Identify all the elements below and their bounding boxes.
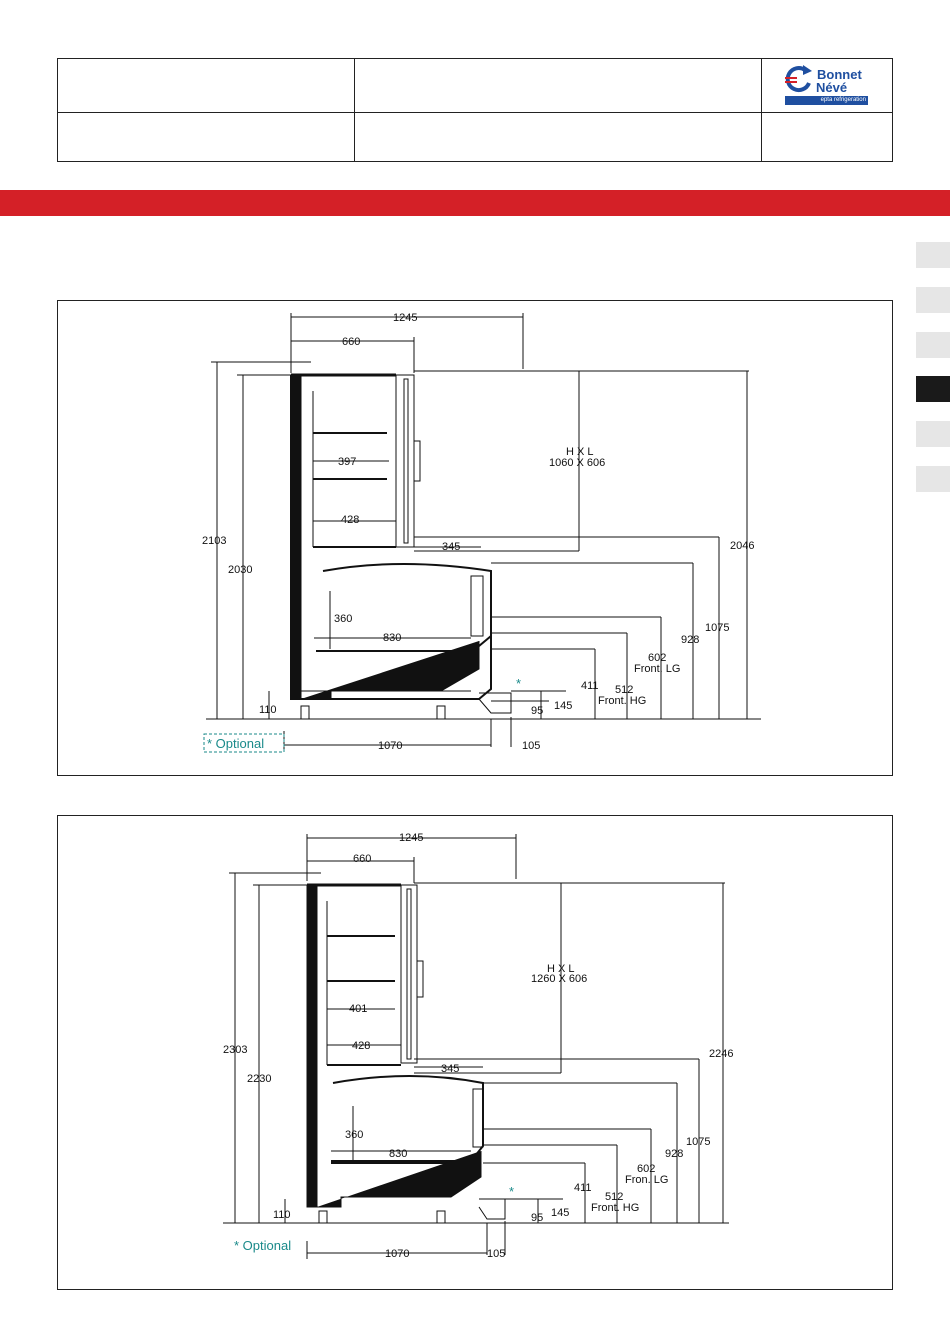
dim-512: 512	[605, 1191, 624, 1203]
optional-label: * Optional	[234, 1238, 292, 1253]
dim-602: 602	[637, 1163, 656, 1175]
bonnet-neve-logo	[783, 65, 871, 107]
dim-105: 105	[522, 740, 541, 752]
dim-width-top: 660	[353, 853, 372, 865]
optional-marker: *	[509, 1184, 515, 1199]
dim-front-lg: Fron. LG	[625, 1174, 669, 1186]
dim-602: 602	[648, 652, 667, 664]
dim-360: 360	[334, 613, 353, 625]
dim-95: 95	[531, 705, 544, 717]
dim-145: 145	[554, 700, 573, 712]
side-tab[interactable]	[916, 332, 950, 358]
dim-width-top: 660	[342, 336, 361, 348]
dim-928: 928	[665, 1148, 684, 1160]
dim-front-lg: Front. LG	[634, 663, 681, 675]
dim-width-total: 1245	[399, 832, 424, 844]
dim-110: 110	[259, 704, 277, 716]
dim-height-body: 2230	[247, 1073, 272, 1085]
dim-105: 105	[487, 1248, 506, 1260]
dim-360: 360	[345, 1129, 364, 1141]
side-tab[interactable]	[916, 242, 950, 268]
header-col-divider	[761, 59, 762, 161]
cabinet-section-drawing-2	[58, 816, 892, 1289]
header-col-divider	[354, 59, 355, 161]
dim-hxl-value: 1060 X 606	[549, 457, 606, 469]
side-tab[interactable]	[916, 421, 950, 447]
dim-145: 145	[551, 1207, 570, 1219]
dim-width-total: 1245	[393, 312, 418, 324]
dim-512: 512	[615, 684, 634, 696]
side-tab-active[interactable]	[916, 376, 950, 402]
side-tab[interactable]	[916, 466, 950, 492]
dim-shelf-a: 397	[338, 456, 357, 468]
diagram-panel-1	[57, 300, 893, 776]
dim-step: 345	[442, 541, 461, 553]
header-table	[57, 58, 893, 162]
dim-shelf-a: 401	[349, 1003, 368, 1015]
dim-1075: 1075	[686, 1136, 711, 1148]
dim-95: 95	[531, 1212, 544, 1224]
dim-hxl-label: H X L	[547, 963, 575, 975]
cabinet-section-drawing-1	[58, 301, 892, 775]
dim-height-right: 2046	[730, 540, 755, 552]
dim-1070: 1070	[378, 740, 403, 752]
dim-411: 411	[581, 680, 599, 692]
dim-830: 830	[383, 632, 402, 644]
dim-height-right: 2246	[709, 1048, 734, 1060]
dim-hxl-label: H X L	[566, 446, 594, 458]
optional-label: * Optional	[207, 736, 265, 751]
side-tab[interactable]	[916, 287, 950, 313]
dim-height-total: 2303	[223, 1044, 248, 1056]
dim-hxl-value: 1260 X 606	[531, 973, 588, 985]
logo-line2: Névé	[816, 80, 848, 95]
dim-110: 110	[273, 1209, 291, 1221]
logo-swirl-icon	[783, 65, 817, 95]
dim-830: 830	[389, 1148, 408, 1160]
dim-1075: 1075	[705, 622, 730, 634]
logo-tagline: epta refrigeration	[785, 96, 868, 105]
logo-line1: Bonnet	[817, 67, 862, 82]
dim-step: 345	[441, 1063, 460, 1075]
dim-411: 411	[574, 1182, 592, 1194]
dim-front-hg: Front. HG	[598, 695, 647, 707]
dim-shelf-b: 428	[341, 514, 360, 526]
dim-height-total: 2103	[202, 535, 227, 547]
dim-front-hg: Front. HG	[591, 1202, 640, 1214]
dim-shelf-b: 428	[352, 1040, 371, 1052]
diagram-panel-2	[57, 815, 893, 1290]
dim-1070: 1070	[385, 1248, 410, 1260]
dim-928: 928	[681, 634, 700, 646]
dim-height-body: 2030	[228, 564, 253, 576]
optional-marker: *	[516, 676, 522, 691]
header-row-divider	[58, 112, 892, 113]
section-band	[0, 190, 950, 216]
